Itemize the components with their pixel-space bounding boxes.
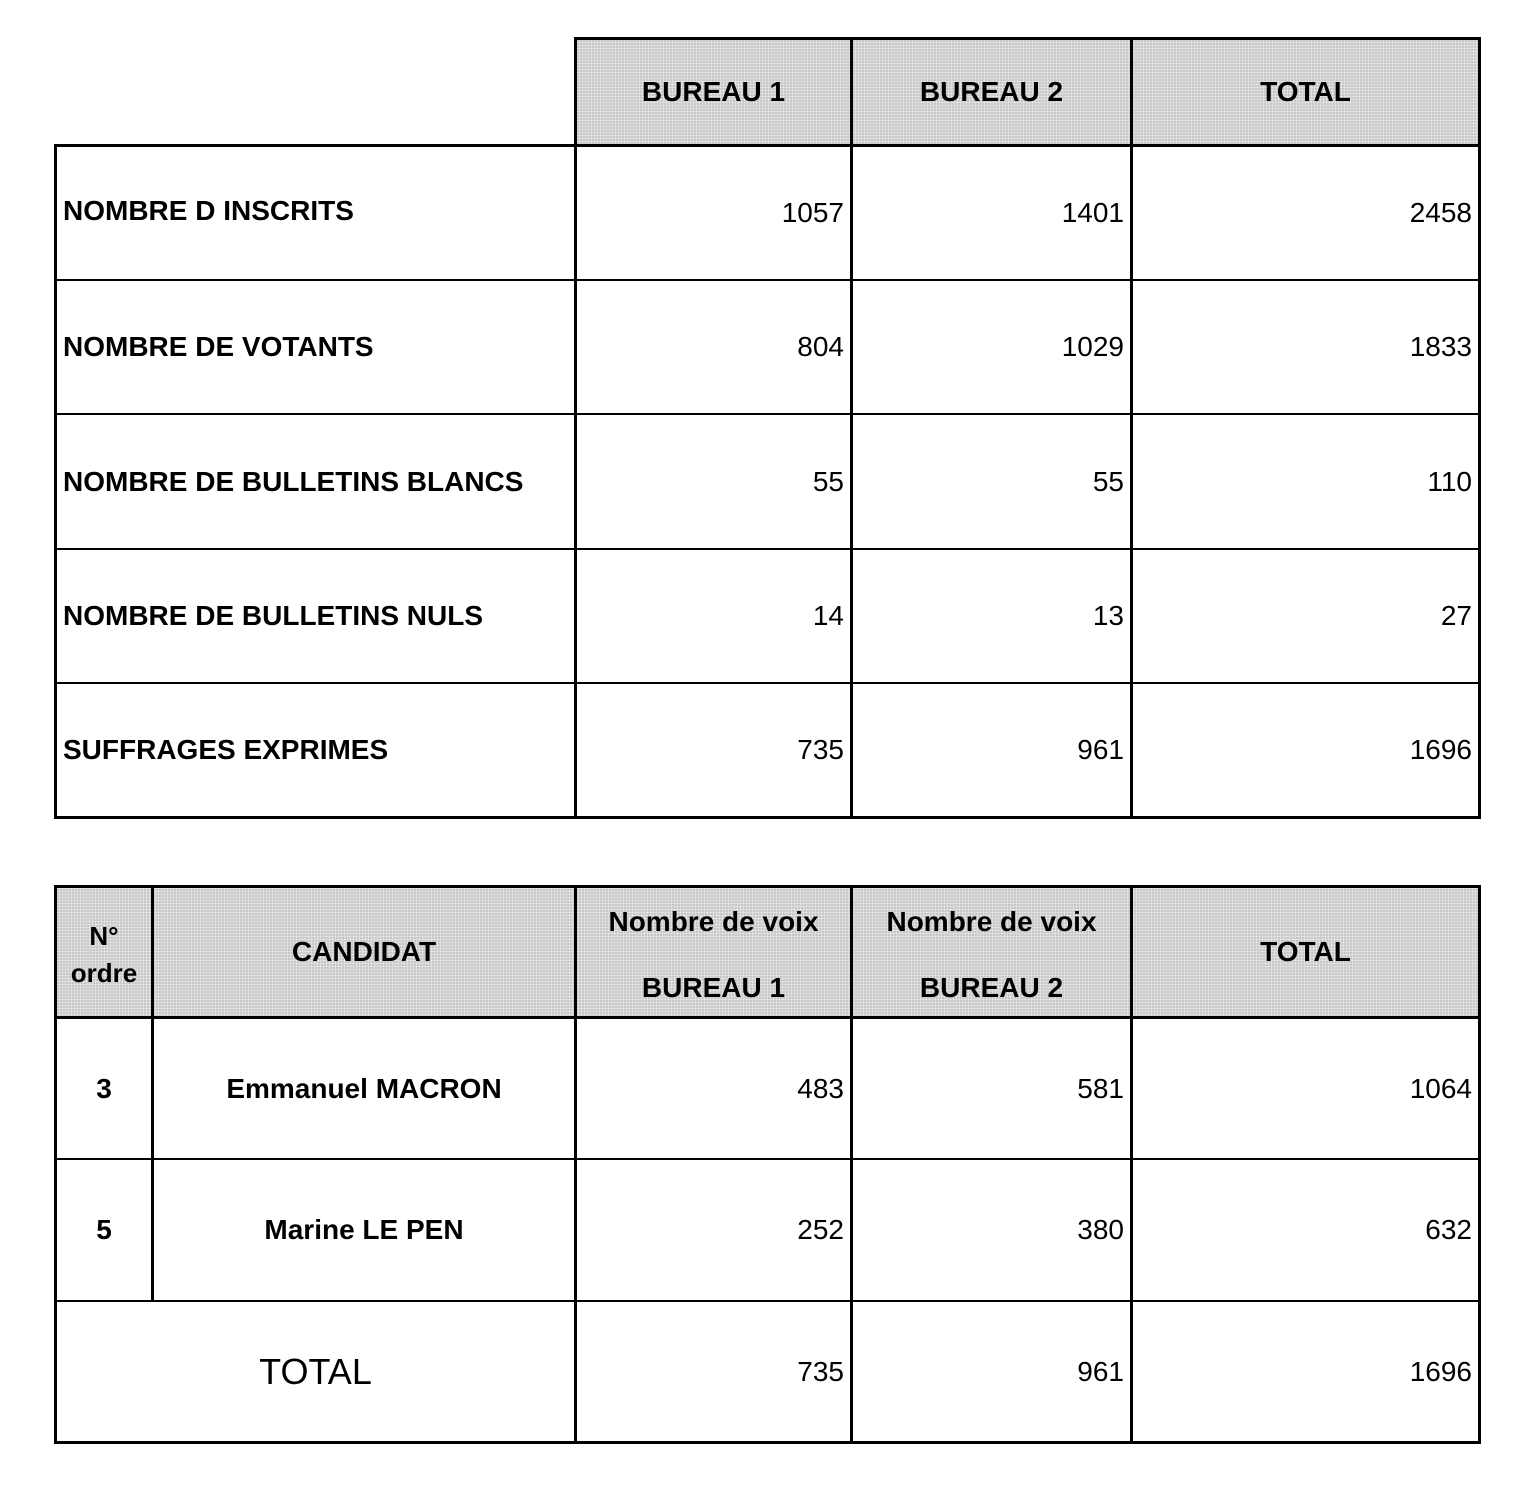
rule [54, 1441, 1481, 1444]
summary-cell: 27 [1440, 600, 1472, 631]
results-header-total: TOTAL [1260, 936, 1351, 967]
summary-cell: 1057 [781, 197, 844, 228]
summary-row-label: NOMBRE DE VOTANTS [63, 331, 374, 362]
summary-cell: 55 [1092, 465, 1124, 497]
b1-header-line2: BUREAU 1 [641, 972, 786, 1003]
order-header-line2: ordre [70, 958, 138, 988]
summary-cell: 14 [812, 600, 844, 631]
candidate-votes: 581 [1077, 1072, 1124, 1104]
results-header-bureau-1 [577, 888, 850, 1016]
results-header-order [57, 888, 151, 1016]
results-header-candidate: CANDIDAT [291, 936, 437, 967]
results-total-cell: 961 [1077, 1355, 1124, 1387]
order-header-line1: N° [89, 921, 119, 951]
summary-row-label: SUFFRAGES EXPRIMES [63, 734, 389, 765]
summary-row-label: NOMBRE DE BULLETINS NULS [63, 600, 483, 631]
summary-header-bureau-1: BUREAU 1 [641, 76, 786, 107]
summary-row-label: NOMBRE D INSCRITS [63, 195, 354, 226]
candidate-votes: 483 [797, 1072, 844, 1104]
b2-header-line1: Nombre de voix [886, 906, 1097, 937]
summary-cell: 1029 [1061, 331, 1124, 362]
summary-header-bureau-2: BUREAU 2 [919, 76, 1064, 107]
candidate-name: Emmanuel MACRON [226, 1072, 502, 1104]
candidate-order: 5 [96, 1214, 112, 1245]
summary-cell: 2458 [1409, 197, 1472, 228]
rule [54, 816, 1481, 819]
summary-cell: 110 [1427, 465, 1472, 497]
summary-cell: 55 [812, 465, 844, 497]
rule [1478, 37, 1481, 819]
summary-cell: 1833 [1409, 331, 1472, 362]
summary-cell: 961 [1077, 734, 1124, 765]
candidate-name: Marine LE PEN [264, 1214, 464, 1245]
rule [1478, 885, 1481, 1444]
b2-header-line2: BUREAU 2 [919, 972, 1064, 1003]
summary-row-label: NOMBRE DE BULLETINS BLANCS [63, 465, 524, 497]
candidate-votes: 380 [1077, 1214, 1124, 1245]
summary-cell: 804 [797, 331, 844, 362]
b1-header-line1: Nombre de voix [608, 906, 819, 937]
results-total-cell: 735 [797, 1355, 844, 1387]
candidate-order: 3 [96, 1072, 112, 1104]
summary-cell: 1696 [1409, 734, 1472, 765]
candidate-votes-total: 632 [1425, 1214, 1472, 1245]
results-total-cell: 1696 [1409, 1355, 1472, 1387]
summary-cell: 735 [797, 734, 844, 765]
summary-cell: 1401 [1061, 197, 1124, 228]
candidate-votes-total: 1064 [1409, 1072, 1472, 1104]
results-total-label: TOTAL [259, 1350, 372, 1392]
candidate-votes: 252 [797, 1214, 844, 1245]
results-header-bureau-2 [853, 888, 1130, 1016]
summary-header-total: TOTAL [1260, 76, 1351, 107]
summary-cell: 13 [1092, 600, 1124, 631]
